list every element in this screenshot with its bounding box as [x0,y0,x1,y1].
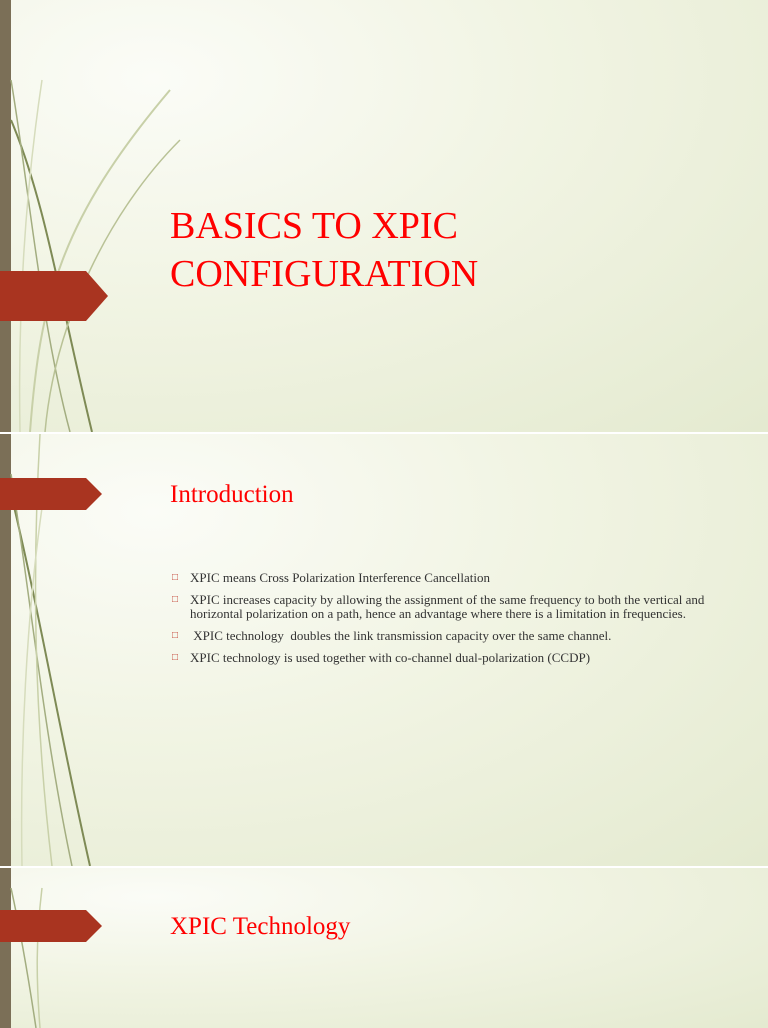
hollow-square-bullet-icon: □ [172,630,179,641]
hollow-square-bullet-icon: □ [172,594,179,605]
list-item [170,571,710,585]
bullet-text: XPIC technology doubles the link transmission capacity over the same channel. [190,628,612,643]
slide-title [0,0,768,432]
bullet-text: XPIC increases capacity by allowing the assignment of the same frequency to both the vertical and horizontal polarization on a path, hence an advantage where there is a limitation in frequencies. [190,592,705,621]
slide-arrow-marker [0,910,104,942]
decorative-curves [0,868,200,1028]
bullet-text: XPIC technology is used together with co-channel dual-polarization (CCDP) [190,650,591,665]
slide-arrow-marker [0,478,104,510]
bullet-list [170,571,710,673]
bullet-text: XPIC means Cross Polarization Interference Cancellation [190,570,490,585]
slide-heading: XPIC Technology [170,913,351,940]
slide-introduction [0,434,768,866]
hollow-square-bullet-icon: □ [172,572,179,583]
slide-xpic-technology [0,868,768,1028]
list-item [170,651,710,665]
list-item [170,593,710,621]
list-item [170,629,710,643]
slide-arrow-marker [0,271,110,321]
slide-title-heading [170,202,710,298]
title-line-2: CONFIGURATION [170,253,479,295]
title-line-1: BASICS TO XPIC [170,205,458,247]
hollow-square-bullet-icon: □ [172,652,179,663]
slide-heading: Introduction [170,481,294,508]
